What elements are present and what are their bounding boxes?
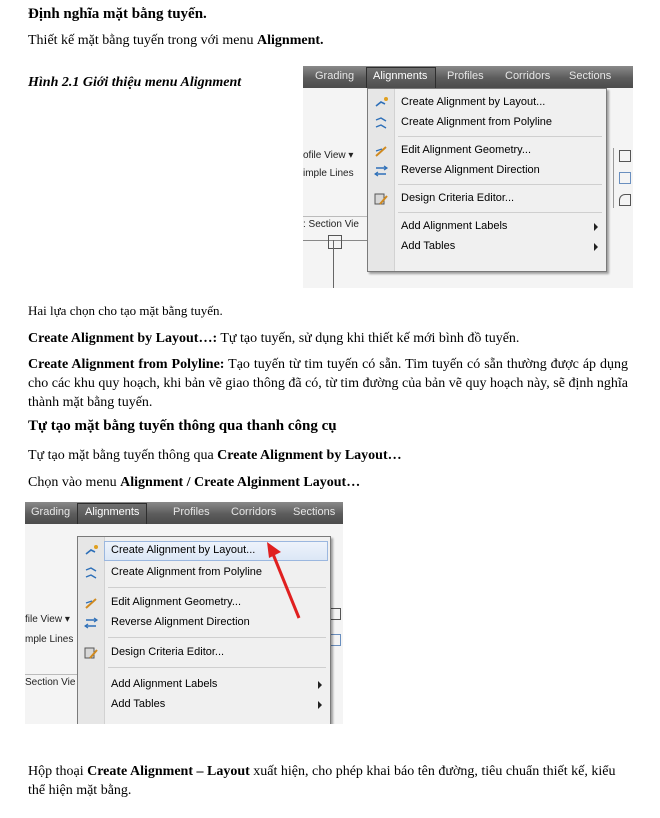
submenu-arrow-icon [594,223,598,231]
tab-sections[interactable]: Sections [293,506,336,518]
menu-item-reverse-direction[interactable]: Reverse Alignment Direction [368,161,606,181]
reverse-direction-icon [374,164,389,178]
profile-view-label[interactable]: ofile View ▾ [303,150,354,161]
choices-paragraph: Hai lựa chọn cho tạo mặt bằng tuyến. [28,303,223,318]
menu-item-edit-geometry[interactable]: Edit Alignment Geometry... [78,593,330,613]
tool-icon[interactable] [619,194,631,206]
menu-item-design-criteria[interactable]: Design Criteria Editor... [368,189,606,209]
menu-item-create-from-polyline[interactable]: Create Alignment from Polyline [78,563,330,583]
dialog-paragraph: Hộp thoại Create Alignment – Layout xuất hiện, cho phép khai báo tên đường, tiêu chuẩn thiết kế, kiểu thể hiện mặt bằng. [28,764,616,798]
tab-corridors[interactable]: Corridors [505,70,551,82]
submenu-arrow-icon [318,701,322,709]
option-layout-paragraph: Create Alignment by Layout…: Tự tạo tuyến, sử dụng khi thiết kế mới bình đồ tuyến. [28,331,520,346]
tool-icon[interactable] [619,172,631,184]
menu-item-create-by-layout[interactable]: Create Alignment by Layout... [104,541,328,561]
screenshot-alignment-menu-2 [25,502,343,724]
menu-item-reverse-direction[interactable]: Reverse Alignment Direction [78,613,330,633]
profile-view-label[interactable]: file View ▾ [25,614,70,625]
section-view-label[interactable]: : Section Vie [303,219,359,230]
section-heading: Định nghĩa mặt bằng tuyến. [28,6,207,22]
sample-lines-label[interactable]: mple Lines [25,634,74,645]
menu-item-add-tables[interactable]: Add Tables [368,237,606,257]
section-heading-2: Tự tạo mặt bằng tuyến thông qua thanh công cụ [28,418,337,434]
tab-grading[interactable]: Grading [31,506,71,518]
sample-lines-label[interactable]: imple Lines [303,168,354,179]
create-polyline-icon [84,566,99,580]
create-polyline-icon [374,116,389,130]
tab-profiles[interactable]: Profiles [447,70,484,82]
tab-alignments[interactable]: Alignments [85,506,140,518]
menu-item-create-by-layout[interactable]: Create Alignment by Layout... [368,93,606,113]
submenu-arrow-icon [318,681,322,689]
create-layout-icon [374,96,389,110]
figure-caption: Hình 2.1 Giới thiệu menu Alignment [28,75,242,90]
alignments-dropdown-menu [367,88,607,272]
option-polyline-paragraph: Create Alignment from Polyline: Tạo tuyến từ tim tuyến có sẵn. Tim tuyến có sẵn thường được áp dụng cho các khu quy hoạch, khi bản vẽ giao thông đã có, từ tim đường của bản vẽ quy hoạch này, sẽ định nghĩa thành mặt bằng tuyến. [28,357,629,410]
submenu-arrow-icon [594,243,598,251]
tab-sections[interactable]: Sections [569,70,612,82]
red-arrow-icon [263,540,307,622]
design-criteria-icon [374,192,389,206]
screenshot-alignment-menu-1 [303,66,633,288]
via-paragraph: Tự tạo mặt bằng tuyến thông qua Create Alignment by Layout… [28,448,402,463]
tab-corridors[interactable]: Corridors [231,506,277,518]
tool-icon[interactable] [619,150,631,162]
intro-paragraph: Thiết kế mặt bằng tuyến trong với menu Alignment. [28,33,324,48]
edit-geometry-icon [84,596,99,610]
menu-item-edit-geometry[interactable]: Edit Alignment Geometry... [368,141,606,161]
tab-profiles[interactable]: Profiles [173,506,210,518]
ribbon-bar [303,66,633,88]
choose-menu-paragraph: Chọn vào menu Alignment / Create Alginment Layout… [28,475,361,490]
edit-geometry-icon [374,144,389,158]
tab-alignments[interactable]: Alignments [373,70,428,82]
menu-item-add-alignment-labels[interactable]: Add Alignment Labels [368,217,606,237]
section-view-label[interactable]: Section Vie [25,677,76,688]
reverse-direction-icon [84,616,99,630]
create-layout-icon [84,544,99,558]
menu-item-create-from-polyline[interactable]: Create Alignment from Polyline [368,113,606,133]
design-criteria-icon [84,646,99,660]
menu-item-add-alignment-labels[interactable]: Add Alignment Labels [78,675,330,695]
ribbon-bar [25,502,343,524]
menu-item-add-tables[interactable]: Add Tables [78,695,330,715]
tab-grading[interactable]: Grading [315,70,355,82]
menu-item-design-criteria[interactable]: Design Criteria Editor... [78,643,330,663]
